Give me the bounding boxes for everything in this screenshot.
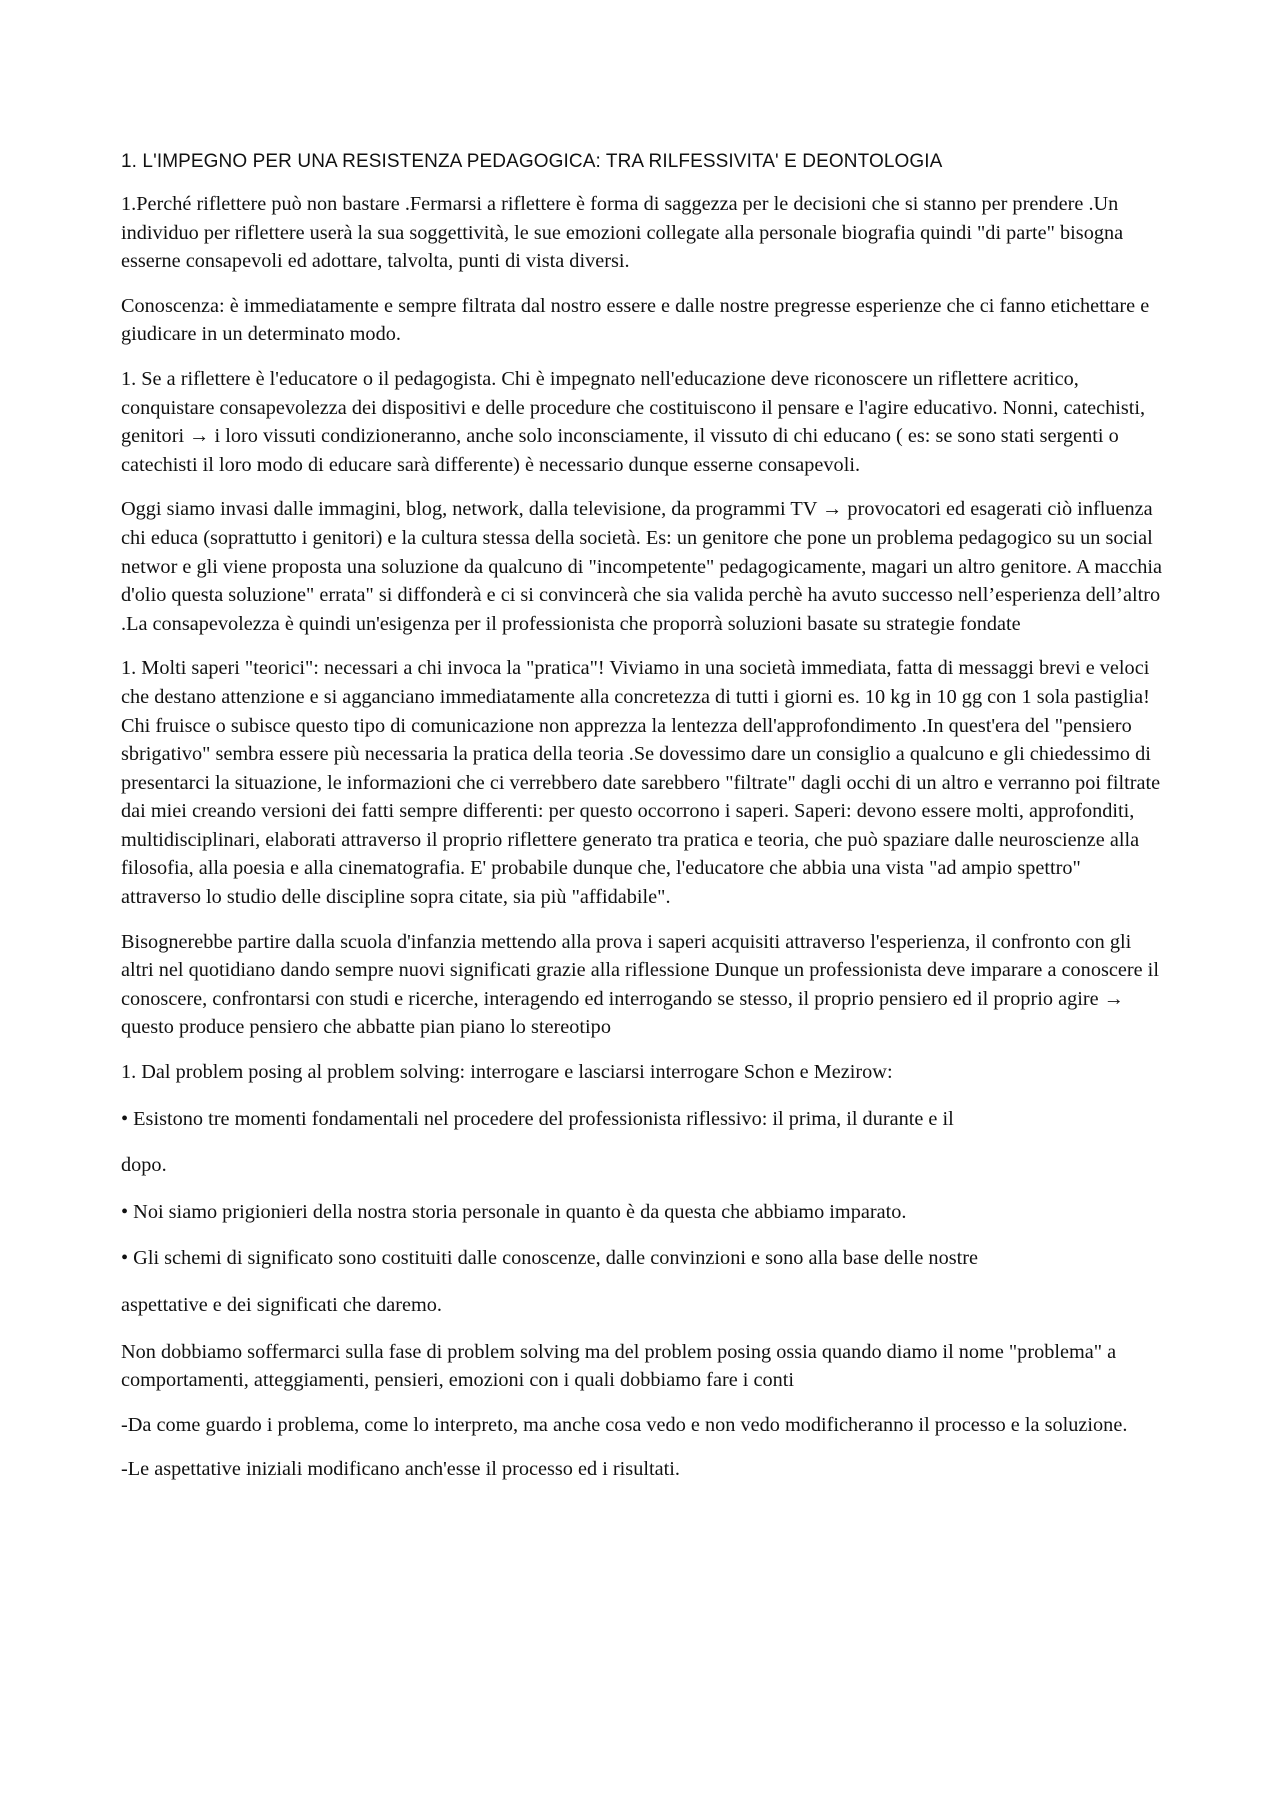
paragraph-perche-riflettere: 1.Perché riflettere può non bastare .Fermarsi a riflettere è forma di saggezza per le decisioni che si stanno per prendere .Un individuo per riflettere userà la sua soggettività, le sue emozioni collegate alla personale biografia quindi "di parte" bisogna esserne consapevoli ed adottare, talvolta, punti di vista diversi. — [121, 193, 1124, 273]
document-title: 1. L'IMPEGNO PER UNA RESISTENZA PEDAGOGICA: TRA RILFESSIVITA' E DEONTOLOGIA — [121, 151, 943, 172]
paragraph-educatore-pedagogista: 1. Se a riflettere è l'educatore o il pedagogista. Chi è impegnato nell'educazione deve riconoscere un riflettere acritico, conquistare consapevolezza dei dispositivi e delle procedure che costituiscono il pensare e l'agire educativo. Nonni, catechisti, genitori → i loro vissuti condizioneranno, anche solo inconsciamente, il vissuto di chi educano ( es: se sono stati sergenti o catechisti il loro modo di educare sarà differente) è necessario dunque esserne consapevoli. — [121, 367, 1146, 476]
paragraph-problem-solving: Non dobbiamo soffermarci sulla fase di problem solving ma del problem posing ossia quando diamo il nome "problema" a comportamenti, atteggiamenti, pensieri, emozioni con i quali dobbiamo fare i conti — [121, 1340, 1117, 1392]
paragraph-come-guardo: -Da come guardo i problema, come lo interpreto, ma anche cosa vedo e non vedo modificheranno il processo e la soluzione. — [121, 1413, 1128, 1436]
bullet-schemi-significato: • Gli schemi di significato sono costituiti dalle conoscenze, dalle convinzioni e sono alla base delle nostre — [121, 1247, 978, 1270]
bullet-tre-momenti-continued: dopo. — [121, 1154, 167, 1177]
paragraph-scuola-infanzia: Bisognerebbe partire dalla scuola d'infanzia mettendo alla prova i saperi acquisiti attraverso l'esperienza, il confronto con gli altri nel quotidiano dando sempre nuovi significati grazie alla riflessione Dunque un professionista deve imparare a conoscere il conoscere, confrontarsi con studi e ricerche, interagendo ed interrogando se stesso, il proprio pensiero ed il proprio agire → questo produce pensiero che abbatte pian piano lo stereotipo — [121, 930, 1159, 1039]
paragraph-immagini-media: Oggi siamo invasi dalle immagini, blog, network, dalla televisione, da programmi TV → provocatori ed esagerati ciò influenza chi educa (soprattutto i genitori) e la cultura stessa della società. Es: un genitore che pone un problema pedagogico su un social networ e gli viene proposta una soluzione da qualcuno di "incompetente" pedagogicamente, magari un altro genitore. A macchia d'olio questa soluzione" errata" si diffonderà e ci si convincerà che sia valida perchè ha avuto successo nell’esperienza dell’altro .La consapevolezza è quindi un'esigenza per il professionista che proporrà soluzioni basate su strategie fondate — [121, 498, 1162, 635]
bullet-storia-personale: • Noi siamo prigionieri della nostra storia personale in quanto è da questa che abbiamo imparato. — [121, 1200, 907, 1223]
paragraph-conoscenza: Conoscenza: è immediatamente e sempre filtrata dal nostro essere e dalle nostre pregresse esperienze che ci fanno etichettare e giudicare in un determinato modo. — [121, 294, 1150, 346]
paragraph-problem-posing-heading: 1. Dal problem posing al problem solving: interrogare e lasciarsi interrogare Schon e Mezirow: — [121, 1061, 893, 1084]
bullet-schemi-significato-continued: aspettative e dei significati che daremo. — [121, 1294, 442, 1316]
bullet-tre-momenti: • Esistono tre momenti fondamentali nel procedere del professionista riflessivo: il prima, il durante e il — [121, 1107, 954, 1130]
paragraph-saperi-teorici: 1. Molti saperi "teorici": necessari a chi invoca la "pratica"! Viviamo in una società immediata, fatta di messaggi brevi e veloci che destano attenzione e si agganciano immediatamente alla concretezza di tutti i giorni es. 10 kg in 10 gg con 1 sola pastiglia! Chi fruisce o subisce questo tipo di comunicazione non apprezza la lentezza dell'approfondimento .In quest'era del "pensiero sbrigativo" sembra essere più necessaria la pratica della teoria .Se dovessimo dare un consiglio a qualcuno e gli chiedessimo di presentarci la situazione, le informazioni che ci verrebbero date sarebbero "filtrate" dagli occhi di un altro e verranno poi filtrate dai miei creando versioni dei fatti sempre differenti: per questo occorrono i saperi. Saperi: devono essere molti, approfonditi, multidisciplinari, elaborati attraverso il proprio riflettere generato tra pratica e teoria, che può spaziare dalle neuroscienze alla filosofia, alla poesia e alla cinematografia. E' probabile dunque che, l'educatore che abbia una vista "ad ampio spettro" attraverso lo studio delle discipline sopra citate, sia più "affidabile". — [121, 657, 1161, 909]
paragraph-aspettative: -Le aspettative iniziali modificano anch'esse il processo ed i risultati. — [121, 1458, 680, 1481]
